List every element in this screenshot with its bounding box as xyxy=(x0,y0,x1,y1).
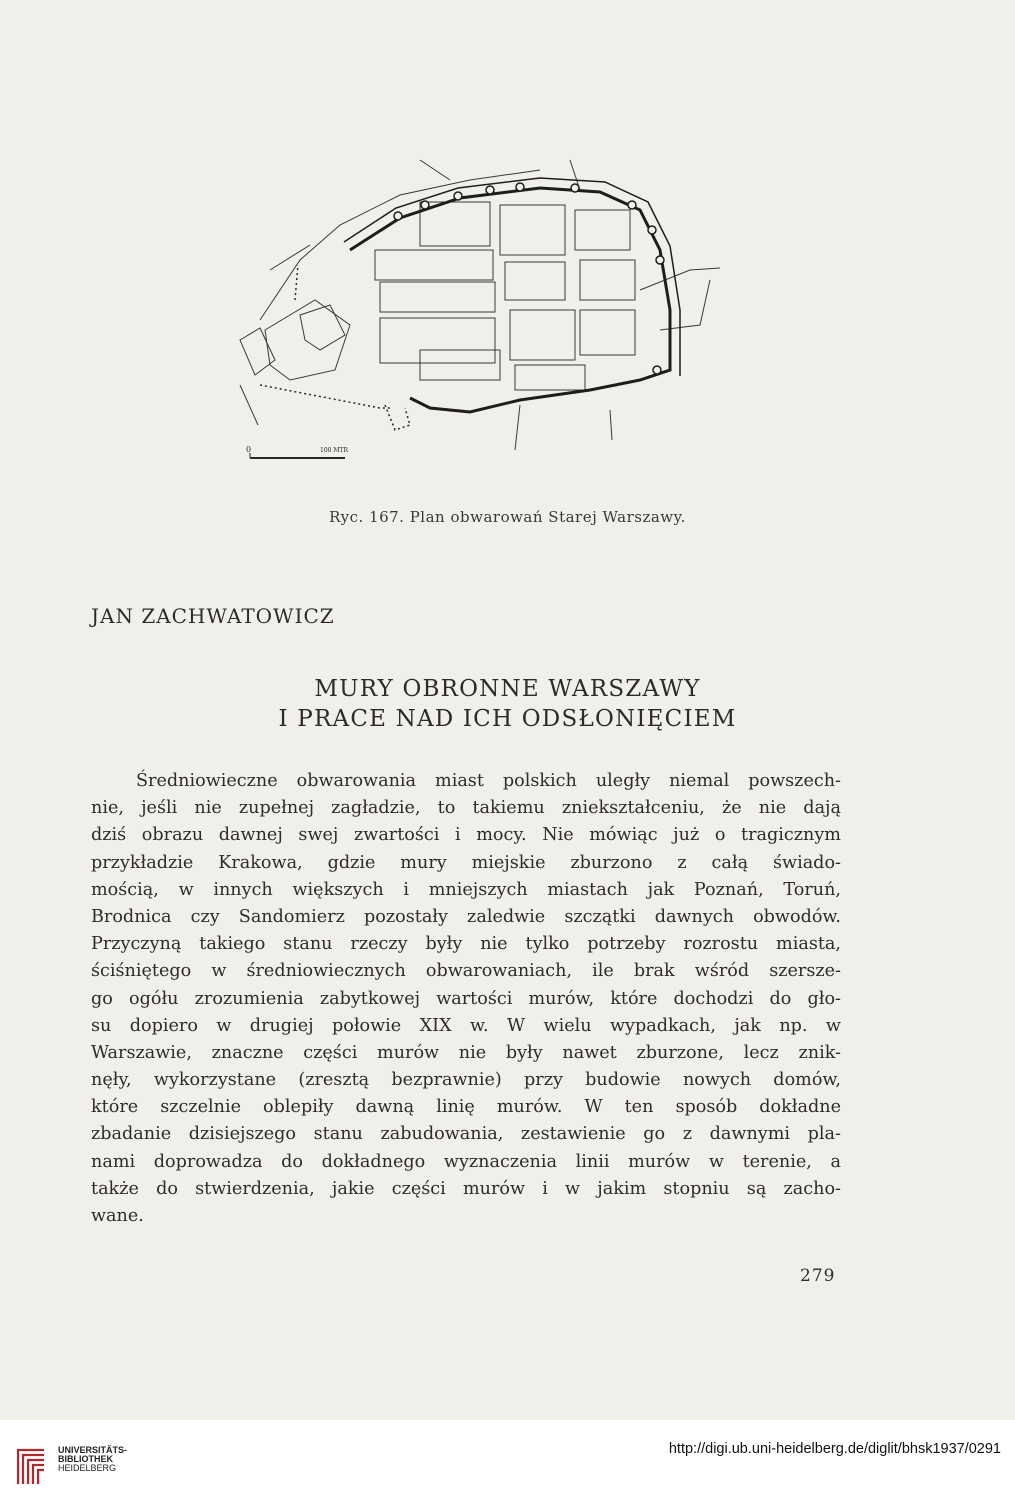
body-line: wane. xyxy=(91,1206,144,1226)
body-line: zbadanie dzisiejszego stanu zabudowania, zestawienie go z dawnymi pla- xyxy=(91,1124,841,1145)
library-name-line3: HEIDELBERG xyxy=(58,1463,117,1473)
body-line: mością, w innych większych i mniejszych miastach jak Poznań, Toruń, xyxy=(91,879,841,900)
body-line: przykładzie Krakowa, gdzie mury miejskie zburzono z całą świado- xyxy=(91,852,841,873)
street-line xyxy=(610,410,612,440)
street-line xyxy=(240,385,258,425)
fortification-plan-figure xyxy=(220,150,720,470)
body-line: nami doprowadza do dokładnego wyznaczenia linii murów w terenie, a xyxy=(91,1151,841,1172)
body-line: go ogółu zrozumienia zabytkowej wartości murów, które dochodzi do gło- xyxy=(91,988,841,1009)
article-body-paragraph xyxy=(91,768,841,1230)
body-line: które szczelnie oblepiły dawną linię murów. W ten sposób dokładne xyxy=(91,1097,841,1118)
body-line: dziś obrazu dawnej swej zwartości i mocy. Nie mówiąc już o tragicznym xyxy=(91,825,841,846)
library-name xyxy=(58,1446,127,1473)
article-title-line1: MURY OBRONNE WARSZAWY xyxy=(314,676,701,702)
university-library-logo-icon xyxy=(14,1440,50,1486)
body-line: nie, jeśli nie zupełnej zagładzie, to takiemu zniekształceniu, że nie dają xyxy=(91,798,841,819)
body-line: Brodnica czy Sandomierz pozostały zaledwie szczątki dawnych obwodów. xyxy=(91,906,841,927)
castle-outline xyxy=(240,328,275,375)
digitization-footer xyxy=(0,1420,1015,1504)
body-line: także do stwierdzenia, jakie części murów i w jakim stopniu są zacho- xyxy=(91,1178,841,1199)
figure-caption: Ryc. 167. Plan obwarowań Starej Warszawy. xyxy=(329,508,686,526)
source-url-link[interactable]: http://digi.ub.uni-heidelberg.de/diglit/bhsk1937/0291 xyxy=(668,1441,1001,1457)
body-line: Przyczyną takiego stanu rzeczy były nie tylko potrzeby rozrostu miasta, xyxy=(91,934,841,955)
city-blocks xyxy=(375,202,635,390)
street-line xyxy=(420,160,450,180)
body-line: ściśniętego w średniowiecznych obwarowaniach, ile brak wśród szersze- xyxy=(91,961,841,982)
article-title-line2: I PRACE NAD ICH ODSŁONIĘCIEM xyxy=(278,706,737,732)
library-name-line1: UNIVERSITÄTS- xyxy=(58,1445,128,1455)
castle-outline xyxy=(300,305,345,350)
library-name-line2: BIBLIOTHEK xyxy=(58,1454,113,1464)
page-number: 279 xyxy=(800,1266,836,1286)
dotted-lines xyxy=(260,265,410,430)
scale-zero-label: 0 xyxy=(246,445,252,454)
body-line: Warszawie, znaczne części murów nie były nawet zburzone, lecz znik- xyxy=(91,1042,841,1063)
street-line xyxy=(270,245,310,270)
body-line: su dopiero w drugiej połowie XIX w. W wielu wypadkach, jak np. w xyxy=(91,1015,841,1036)
body-line: nęły, wykorzystane (zresztą bezprawnie) przy budowie nowych domów, xyxy=(91,1070,841,1091)
wall-towers xyxy=(394,183,664,374)
author-name: JAN ZACHWATOWICZ xyxy=(91,604,335,628)
street-line xyxy=(515,405,520,450)
scale-label: 100 MTR xyxy=(320,447,349,454)
body-line: Średniowieczne obwarowania miast polskich uległy niemal powszech- xyxy=(136,771,841,791)
